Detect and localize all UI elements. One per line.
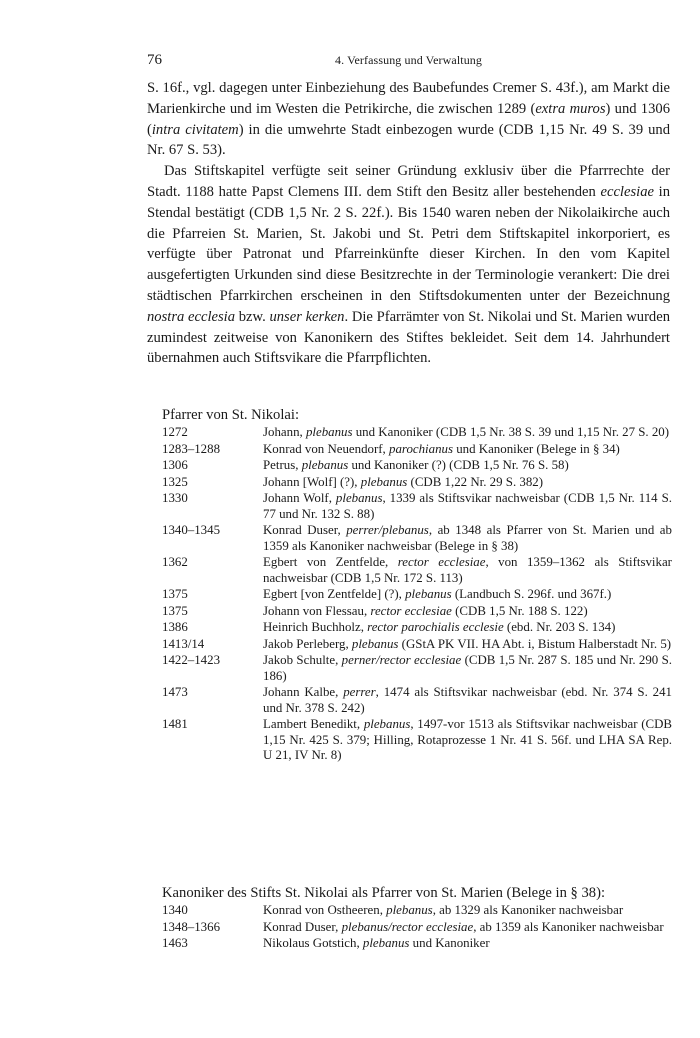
list-pfarrer-st-nikolai [162,405,672,765]
text-run: ) in die umwehrte Stadt einbezogen wurde (CDB 1,15 Nr. 49 S. 39 und Nr. 67 S. 53). [147,121,670,159]
text-run: bzw. [235,308,270,325]
text-run: Petrus, [263,458,302,472]
italic-term: plebanus [305,425,353,439]
list-entry [162,920,672,936]
entry-year: 1272 [162,425,188,439]
text-run: Konrad Duser, [263,523,347,537]
entry-year: 1386 [162,620,188,634]
entry-year: 1362 [162,555,188,569]
text-run: ) und 1306 ( [147,100,670,138]
entry-text [263,637,672,653]
italic-term: rector ecclesiae [397,555,486,569]
italic-term: plebanus [301,458,349,472]
list-entry [162,523,672,554]
list-entry [162,620,672,636]
entry-text [263,475,672,491]
text-run: Jakob Perleberg, [263,636,352,651]
entry-text [263,717,672,764]
text-run: , 1339 als Stiftsvikar nachweisbar (CDB 1,5 Nr. 114 S. 77 und Nr. 132 S. 88) [263,491,672,521]
italic-term: rector ecclesiae [370,603,452,618]
section-title: Pfarrer von St. Nikolai: [162,407,299,423]
text-run: Konrad von Neuendorf, [263,441,390,456]
italic-term: plebanus [351,636,399,651]
text-run: und Kanoniker (Belege in § 34) [453,441,620,456]
list-entry [162,491,672,522]
text-run: Johann von Flessau, [263,603,371,618]
entry-text [263,523,672,554]
text-run: , 1497-vor 1513 als Stiftsvikar nachweisbar (CDB 1,15 Nr. 425 S. 379; Hilling, Rotaprozesse 1 Nr. 41 S. 56f. und LHA SA Rep. U 21, IV Nr. 8) [263,717,672,762]
italic-term: perrer/plebanus [346,523,429,537]
text-run: Jakob Schulte, [263,653,342,667]
text-run: Johann [Wolf] (?), [263,474,361,489]
italic-term: plebanus [335,491,383,505]
page-header [147,52,670,72]
text-run: (ebd. Nr. 203 S. 134) [503,620,616,634]
entry-year: 1348–1366 [162,919,221,934]
text-run: (CDB 1,5 Nr. 287 S. 185 und Nr. 290 S. 186) [263,653,672,683]
italic-term: perner/rector ecclesiae [341,653,462,667]
list-entry [162,637,672,653]
entry-text [263,620,672,636]
list-entry [162,604,672,620]
text-run: Egbert von Zentfelde, [263,555,398,569]
list-entry [162,555,672,586]
entry-year: 1340–1345 [162,523,221,537]
list-entry [162,458,672,474]
text-run: Konrad Duser, [263,919,342,934]
list-entry [162,653,672,684]
list-entry [162,717,672,764]
text-run: und Kanoniker [409,936,490,950]
entry-text [263,425,672,441]
text-run: Nikolaus Gotstich, [263,936,363,950]
text-run: (Landbuch S. 296f. und 367f.) [451,587,612,601]
text-run: Johann Kalbe, [263,685,344,699]
entry-text [263,903,672,919]
text-run: , ab 1329 als Kanoniker nachweisbar [432,903,624,917]
list-entry [162,425,672,441]
entry-text [263,653,672,684]
text-run: , ab 1359 als Kanoniker nachweisbar [473,919,664,934]
entry-year: 1330 [162,491,188,505]
italic-term: nostra ecclesia [147,308,236,325]
text-run: Konrad von Ostheeren, [263,903,387,917]
italic-term: plebanus [363,717,411,731]
italic-term: intra civitatem [151,121,239,138]
text-run: in Stendal bestätigt (CDB 1,5 Nr. 2 S. 22f.). Bis 1540 waren neben der Nikolaikirche auch die Pfarreien St. Marien, St. Jakobi und St. Petri dem Stiftskapitel inkorporiert, es verfügte über Patronat und Pfarreinkünfte dieser Kirchen. In den vom Kapitel ausgefertigten Urkunden sind diese Besitzrechte in der Terminologie verankert: Die drei städtischen Pfarrkirchen erscheinen in den Stiftsdokumenten unter der Bezeichnung [147,183,671,304]
text-run: und Kanoniker (?) (CDB 1,5 Nr. 76 S. 58) [348,458,569,472]
italic-term: plebanus [362,936,410,950]
entry-text [263,555,672,586]
list-entry [162,587,672,603]
italic-term: parochianus [389,441,453,456]
text-run: (CDB 1,5 Nr. 188 S. 122) [451,603,588,618]
text-run: Das Stiftskapitel verfügte seit seiner Gründung exklusiv über die Pfarrrechte der Stadt. 1188 hatte Papst Clemens III. dem Stift den Besitz aller bestehenden [147,163,670,200]
entry-year: 1413/14 [162,636,205,651]
entry-text [263,685,672,716]
text-run: und Kanoniker (CDB 1,5 Nr. 38 S. 39 und 1,15 Nr. 27 S. 20) [352,425,670,439]
italic-term: ecclesiae [600,183,654,200]
entry-text [263,587,672,603]
text-run: (CDB 1,22 Nr. 29 S. 382) [407,474,544,489]
section-title: Kanoniker des Stifts St. Nikolai als Pfarrer von St. Marien (Belege in § 38): [162,885,606,901]
italic-term: rector parochialis ecclesie [367,620,504,634]
paragraph-2 [147,161,670,369]
entry-year: 1375 [162,587,188,601]
entry-text [263,920,672,936]
entry-text [263,604,672,620]
text-run: S. 16f., vgl. dagegen unter Einbeziehung des Baubefundes Cremer S. 43f.), am Markt die Marienkirche und im Westen die Petrikirche, die zwischen 1289 ( [147,80,670,117]
text-run: Egbert [von Zentfelde] (?), [263,587,406,601]
italic-term: plebanus [360,474,408,489]
entry-year: 1340 [162,903,188,917]
running-head: 4. Verfassung und Verwaltung [334,53,482,67]
list-entry [162,442,672,458]
entry-list [162,425,672,764]
italic-term: perrer [343,685,376,699]
entry-year: 1325 [162,474,188,489]
entry-year: 1422–1423 [162,653,221,667]
text-run: (GStA PK VII. HA Abt. i, Bistum Halberstadt Nr. 5) [398,636,672,651]
list-entry [162,903,672,919]
entry-text [263,458,672,474]
text-run: Lambert Benedikt, [263,717,364,731]
text-run: . Die Pfarrämter von St. Nikolai und St. Marien wurden zumindest zeitweise von Kanonikern des Stiftes bekleidet. Seit dem 14. Jahrhundert übernahmen auch Stiftsvikare die Pfarrpflichten. [147,308,671,367]
text-run: , 1474 als Stiftsvikar nachweisbar (ebd. Nr. 374 S. 241 und Nr. 378 S. 242) [263,685,672,715]
italic-term: plebanus [405,587,452,601]
entry-text [263,491,672,522]
italic-term: plebanus/rector ecclesiae [341,919,474,934]
italic-term: extra muros [535,100,606,117]
italic-term: unser kerken [269,308,345,325]
italic-term: plebanus [386,903,433,917]
entry-year: 1306 [162,458,188,472]
list-kanoniker-st-marien [162,883,672,953]
entry-year: 1463 [162,936,188,950]
text-run: , von 1359–1362 als Stiftsvikar nachweisbar (CDB 1,5 Nr. 172 S. 113) [263,555,672,585]
list-entry [162,475,672,491]
entry-year: 1473 [162,685,188,699]
text-run: Johann Wolf, [263,491,336,505]
list-entry [162,685,672,716]
paragraph-1 [147,78,670,161]
page-number: 76 [147,52,162,68]
text-run: Johann, [263,425,306,439]
text-run: , ab 1348 als Pfarrer von St. Marien und ab 1359 als Kanoniker nachweisbar (Belege in § 38) [263,523,672,553]
entry-year: 1283–1288 [162,441,221,456]
entry-text [263,442,672,458]
body-text [147,78,670,369]
entry-list [162,903,672,952]
text-run: Heinrich Buchholz, [263,620,368,634]
list-entry [162,936,672,952]
entry-text [263,936,672,952]
entry-year: 1481 [162,717,188,731]
entry-year: 1375 [162,603,188,618]
